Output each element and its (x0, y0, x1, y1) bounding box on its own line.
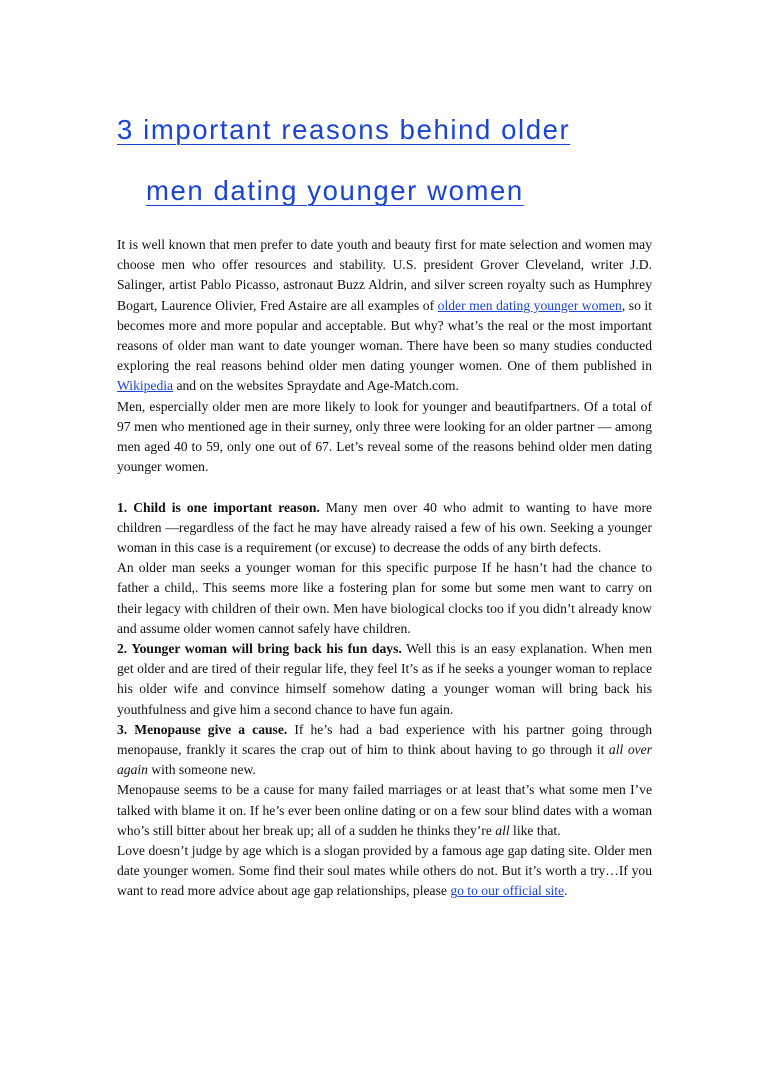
intro-text-a: It is well known that men prefer to date youth and beauty first for mate selection and women may choose men who offer resources and stability. U.S. president Grover Cleveland, writer J.D. Salinger, artist Pablo Picasso, astronaut Buzz Aldrin, and silver screen royalty such as Humphrey Bogart, Laurence Olivier, Fred Astaire are all examples of (117, 237, 652, 313)
reason-3-text-a: If he’s had a bad experience with his partner going through menopause, frankly it scares the crap out of him to think about having to go through it (117, 721, 652, 758)
older-men-link[interactable]: older men dating younger women (437, 297, 622, 313)
title-line-1: 3 important reasons behind older (117, 114, 571, 145)
closing-paragraph (117, 841, 652, 902)
intro-text-c: and on the websites Spraydate and Age-Match.com. (173, 378, 459, 394)
article-body (117, 235, 652, 902)
reason-3-paragraph (117, 720, 652, 781)
reason-3-p2-b: like that. (509, 822, 561, 838)
reason-3-p2-italic: all (495, 822, 510, 838)
reason-1-paragraph (117, 498, 652, 559)
reason-1-paragraph-2: An older man seeks a younger woman for this specific purpose If he hasn’t had the chance to father a child,. This seems more like a fostering plan for some but some men want to carry on their legacy with children of their own. Men have biological clocks too if you didn’t already know and assume older women cannot safely have children. (117, 560, 652, 636)
title-line-2: men dating younger women (146, 175, 524, 206)
reason-2-text: Well this is an easy explanation. When men get older and are tired of their regular life, they feel It’s as if he seeks a younger woman to replace his older wife and convince himself somehow dating a younger woman will bring back his youthfulness and give him a second chance to have fun again. (117, 641, 652, 717)
reason-1-text: Many men over 40 who admit to wanting to have more children —regardless of the fact he may have already raised a few of his own. Seeking a younger woman in this case is a requirement (or excuse) to decrease the odds of any birth defects. (117, 499, 652, 556)
intro-paragraph-2: Men, espercially older men are more likely to look for younger and beautifpartners. Of a total of 97 men who mentioned age in their surney, only three were looking for an older partner — among men aged 40 to 59, only one out of 67. Let’s reveal some of the reasons behind older men dating younger women. (117, 398, 652, 475)
intro-paragraph (117, 235, 652, 397)
closing-text-b: . (564, 883, 568, 899)
paragraph-gap (117, 477, 652, 497)
wikipedia-link[interactable]: Wikipedia (117, 378, 174, 394)
reason-3-italic: all over again (117, 742, 653, 778)
reason-3-heading: 3. Menopause give a cause. (117, 721, 288, 737)
reason-3-text-b: with someone new. (147, 762, 256, 778)
official-site-link[interactable]: go to our official site (450, 883, 565, 899)
intro-text-b: , so it becomes more and more popular and acceptable. But why? what’s the real or the most important reasons of older man want to date younger woman. There have been so many studies conducted exploring the real reasons behind older men dating younger women. One of them published in (117, 297, 652, 374)
reason-3-paragraph-2 (117, 780, 652, 841)
reason-3-p2-a: Menopause seems to be a cause for many failed marriages or at least that’s what some men I’ve talked with blame it on. If he’s ever been online dating or on a few sour blind dates with a woman who’s still bitter about her break up; all of a sudden he thinks they’re (117, 782, 652, 838)
reason-2-heading: 2. Younger woman will bring back his fun days. (117, 641, 402, 657)
closing-text-a: Love doesn’t judge by age which is a slogan provided by a famous age gap dating site. Older men date younger women. Some find their soul mates while others do not. But it’s worth a try…If you want to read more advice about age gap relationships, please (117, 843, 652, 899)
reason-1-heading: 1. Child is one important reason. (117, 499, 320, 515)
reason-2-paragraph (117, 639, 652, 720)
